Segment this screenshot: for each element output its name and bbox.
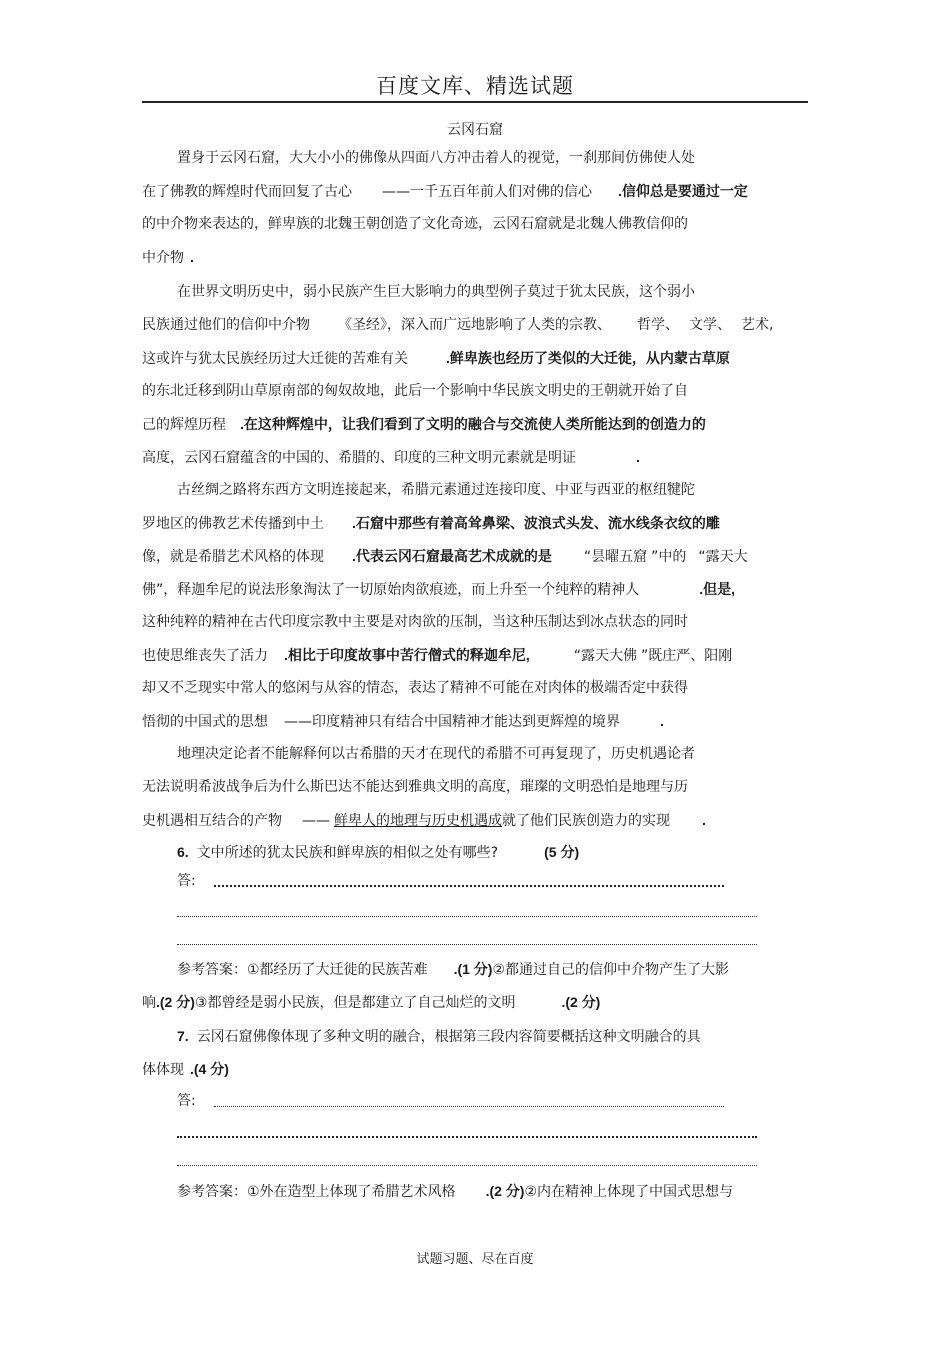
text-line: 地理决定论者不能解释何以古希腊的天才在现代的希腊不可再复现了，历史机遇论者 bbox=[177, 746, 695, 762]
question-7: 7. 云冈石窟佛像体现了多种文明的融合，根据第三段内容简要概括这种文明融合的具 bbox=[177, 1028, 701, 1045]
text-line: 己的辉煌历程 .在这种辉煌中，让我们看到了文明的融合与交流使人类所能达到的创造力的 bbox=[142, 416, 706, 433]
text-line: 也使思维丧失了活力 .相比于印度故事中苦行僧式的释迦牟尼, “露天大佛 ”既庄严、阳刚 bbox=[142, 647, 733, 664]
text-line: 古丝绸之路将东西方文明连接起来，希腊元素通过连接印度、中亚与西亚的枢纽犍陀 bbox=[177, 482, 695, 498]
page-footer: 试题习题、尽在百度 bbox=[416, 1252, 534, 1267]
reference-answer: 响.(2 分)③都曾经是弱小民族，但是都建立了自己灿烂的文明 .(2 分) bbox=[142, 994, 601, 1011]
text-line: 却又不乏现实中常人的悠闲与从容的情态，表达了精神不可能在对肉体的极端否定中获得 bbox=[142, 680, 688, 696]
question-6: 6. 文中所述的犹太民族和鲜卑族的相似之处有哪些? (5 分) bbox=[177, 844, 580, 861]
text-line: 这或许与犹太民族经历过大迁徙的苦难有关 .鲜卑族也经历了类似的大迁徙，从内蒙古草原 bbox=[142, 350, 730, 367]
answer-line[interactable] bbox=[177, 916, 757, 917]
text-line: 无法说明希波战争后为什么斯巴达不能达到雅典文明的高度，璀璨的文明恐怕是地理与历 bbox=[142, 779, 688, 795]
question-7-cont: 体体现 .(4 分) bbox=[142, 1061, 229, 1078]
article-title: 云冈石窟 bbox=[447, 122, 503, 138]
text-line: 在世界文明历史中，弱小民族产生巨大影响力的典型例子莫过于犹太民族，这个弱小 bbox=[177, 284, 695, 300]
reference-answer: 参考答案：①都经历了大迁徙的民族苦难 .(1 分)②都通过自己的信仰中介物产生了大影 bbox=[177, 961, 730, 978]
text-line: 悟彻的中国式的思想 ——印度精神只有结合中国精神才能达到更辉煌的境界 . bbox=[142, 713, 664, 730]
answer-line[interactable] bbox=[214, 1106, 724, 1107]
text-line: 高度，云冈石窟蕴含的中国的、希腊的、印度的三种文明元素就是明证 . bbox=[142, 449, 640, 466]
answer-line[interactable] bbox=[177, 1165, 757, 1166]
text-line: 佛”，释迦牟尼的说法形象淘汰了一切原始肉欲痕迹，而上升至一个纯粹的精神人 .但是, bbox=[142, 581, 736, 598]
header-title: 百度文库、精选试题 bbox=[376, 74, 574, 98]
header-divider bbox=[142, 101, 808, 103]
answer-line[interactable] bbox=[177, 1136, 757, 1138]
answer-label: 答: bbox=[177, 1093, 196, 1109]
text-line: 罗地区的佛教艺术传播到中土 .石窟中那些有着高耸鼻梁、波浪式头发、流水线条衣纹的雕 bbox=[142, 515, 720, 532]
text-line: 像，就是希腊艺术风格的体现 .代表云冈石窟最高艺术成就的是 “昙曜五窟 ”中的 “露天大 bbox=[142, 548, 748, 565]
text-line: 的东北迁移到阴山草原南部的匈奴故地，此后一个影响中华民族文明史的王朝就开始了自 bbox=[142, 383, 688, 399]
text-line: 置身于云冈石窟，大大小小的佛像从四面八方冲击着人的视觉，一刹那间仿佛使人处 bbox=[177, 150, 695, 166]
text-line: 史机遇相互结合的产物 —— 鲜卑人的地理与历史机遇成就了他们民族创造力的实现 . bbox=[142, 812, 706, 829]
text-line: 的中介物来表达的，鲜卑族的北魏王朝创造了文化奇迹，云冈石窟就是北魏人佛教信仰的 bbox=[142, 216, 688, 232]
answer-line[interactable] bbox=[177, 944, 757, 945]
reference-answer: 参考答案：①外在造型上体现了希腊艺术风格 .(2 分)②内在精神上体现了中国式思想与 bbox=[177, 1183, 734, 1200]
text-line: 这种纯粹的精神在古代印度宗教中主要是对肉欲的压制，当这种压制达到冰点状态的同时 bbox=[142, 614, 688, 630]
answer-line[interactable] bbox=[214, 885, 724, 887]
text-line: 中介物 . bbox=[142, 249, 194, 266]
text-line: 在了佛教的辉煌时代而回复了古心 ——一千五百年前人们对佛的信心 .信仰总是要通过一定 bbox=[142, 183, 748, 200]
text-line: 民族通过他们的信仰中介物 《圣经》，深入而广远地影响了人类的宗教、 哲学、 文学、 艺术, bbox=[142, 317, 774, 333]
answer-label: 答: bbox=[177, 873, 196, 889]
